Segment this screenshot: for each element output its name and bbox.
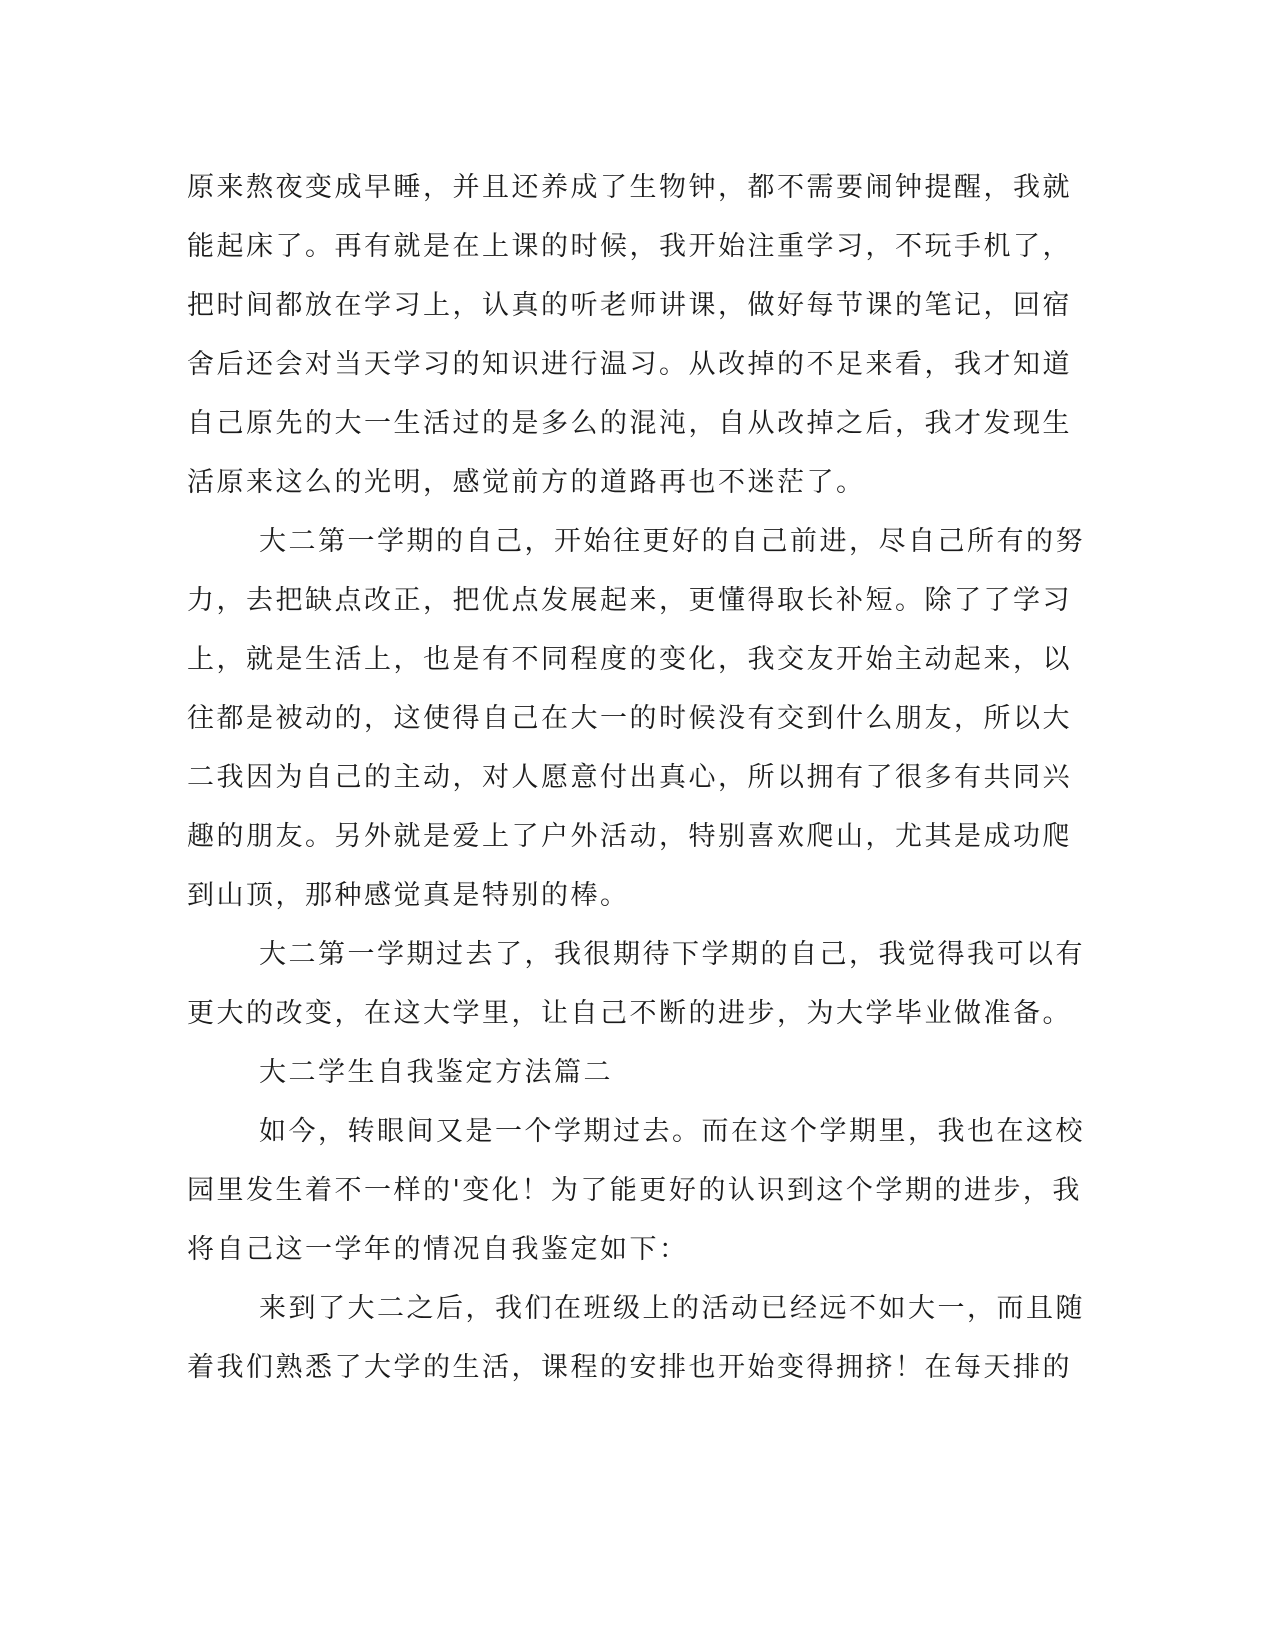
text-line: 趣的朋友。另外就是爱上了户外活动，特别喜欢爬山，尤其是成功爬 [187,821,1072,852]
text-line: 园里发生着不一样的'变化！为了能更好的认识到这个学期的进步，我 [187,1175,1082,1206]
body-text [187,158,1087,1397]
paragraph-start-line: 大二第一学期的自己，开始往更好的自己前进，尽自己所有的努 [259,526,1085,557]
text-line: 更大的改变，在这大学里，让自己不断的进步，为大学毕业做准备。 [187,998,1072,1029]
text-line: 把时间都放在学习上，认真的听老师讲课，做好每节课的笔记，回宿 [187,290,1072,321]
paragraph-start-line: 来到了大二之后，我们在班级上的活动已经远不如大一，而且随 [259,1293,1085,1324]
text-line: 将自己这一学年的情况自我鉴定如下： [187,1234,689,1265]
paragraph-start-line: 如今，转眼间又是一个学期过去。而在这个学期里，我也在这校 [259,1116,1085,1147]
section-heading: 大二学生自我鉴定方法篇二 [259,1057,613,1088]
paragraph-start-line: 大二第一学期过去了，我很期待下学期的自己，我觉得我可以有 [259,939,1085,970]
text-line: 上，就是生活上，也是有不同程度的变化，我交友开始主动起来，以 [187,644,1072,675]
text-line: 自己原先的大一生活过的是多么的混沌，自从改掉之后，我才发现生 [187,408,1072,439]
text-line: 着我们熟悉了大学的生活，课程的安排也开始变得拥挤！在每天排的 [187,1352,1072,1383]
text-line: 原来熬夜变成早睡，并且还养成了生物钟，都不需要闹钟提醒，我就 [187,172,1072,203]
text-line: 力，去把缺点改正，把优点发展起来，更懂得取长补短。除了了学习 [187,585,1072,616]
text-line: 舍后还会对当天学习的知识进行温习。从改掉的不足来看，我才知道 [187,349,1072,380]
text-line: 往都是被动的，这使得自己在大一的时候没有交到什么朋友，所以大 [187,703,1072,734]
text-line: 活原来这么的光明，感觉前方的道路再也不迷茫了。 [187,467,866,498]
text-line: 二我因为自己的主动，对人愿意付出真心，所以拥有了很多有共同兴 [187,762,1072,793]
text-line: 能起床了。再有就是在上课的时候，我开始注重学习，不玩手机了， [187,231,1072,262]
text-line: 到山顶，那种感觉真是特别的棒。 [187,880,630,911]
